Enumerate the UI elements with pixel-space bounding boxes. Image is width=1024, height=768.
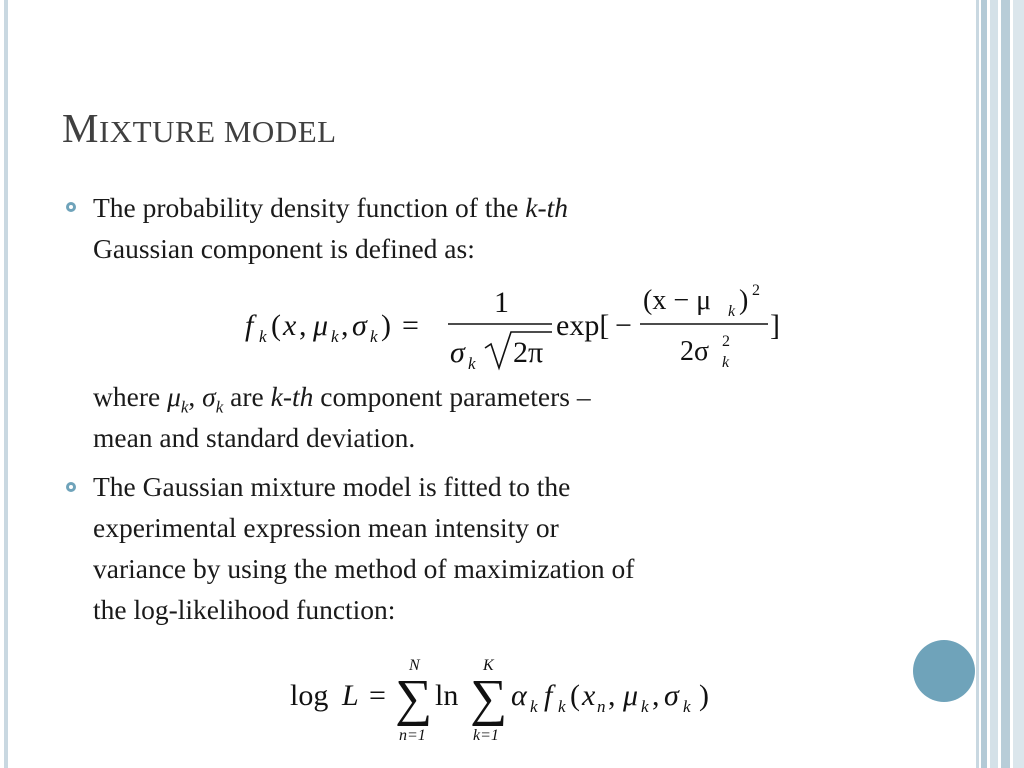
bullet2-line3: variance by using the method of maximization of: [93, 553, 635, 584]
formula2-alpha-sub: k: [530, 697, 538, 716]
slide-title: [62, 104, 337, 152]
frac2-den-sub: k: [722, 354, 730, 371]
formula-x: x: [283, 309, 297, 342]
bullet-icon: [66, 482, 76, 492]
frac2-num-sub: k: [728, 303, 736, 320]
bullet1-line1: [93, 187, 568, 228]
mu-symbol: μ: [167, 381, 181, 412]
right-frame-stripe: [976, 0, 979, 768]
title-initial: M: [62, 105, 99, 151]
title-rest: IXTURE MODEL: [98, 114, 337, 149]
formula-comma: ,: [341, 309, 349, 342]
formula2-x: x: [582, 679, 596, 712]
frac2-denominator: 2σ: [680, 336, 710, 367]
sum2-bottom: k=1: [473, 727, 499, 744]
right-frame-stripe: [981, 0, 987, 768]
formula2-open: (: [570, 679, 580, 712]
where-line1: where $\mu_k$, $\sigma_k$ are k-th component parameters –: [93, 381, 591, 417]
sigma-symbol: σ: [202, 381, 216, 412]
formula-open-paren: (: [271, 309, 281, 342]
formula-minus: −: [615, 309, 632, 342]
right-frame-stripe: [990, 0, 998, 768]
formula2-mu: μ: [623, 679, 639, 712]
formula-exp: exp[: [556, 309, 610, 342]
sum1-symbol: ∑: [395, 670, 433, 727]
formula2-x-sub: n: [597, 697, 606, 716]
frac1-numerator: 1: [494, 286, 509, 319]
frac2-num-close: ): [739, 285, 749, 316]
bullet2-line1: The Gaussian mixture model is fitted to the: [93, 471, 571, 502]
formula2-sigma: σ: [664, 679, 679, 712]
frac1-den-root: 2π: [513, 336, 544, 369]
sum2-top: K: [483, 657, 494, 674]
sum1-top: N: [409, 657, 420, 674]
formula2-alpha: α: [511, 679, 527, 712]
formula2-L: L: [342, 679, 359, 712]
formula-bracket-close: ]: [770, 309, 780, 342]
frac2-den-sup: 2: [722, 333, 730, 350]
frac1-den-sigma: σ: [450, 336, 465, 369]
formula2-close: ): [699, 679, 709, 712]
pdf-formula: [240, 280, 800, 375]
formula2-ln: ln: [435, 679, 459, 712]
formula2-comma: ,: [608, 679, 616, 712]
formula2-comma: ,: [652, 679, 660, 712]
bullet2-line4: the log-likelihood function:: [93, 594, 396, 625]
formula-sigma-sub: k: [370, 327, 378, 346]
formula2-mu-sub: k: [641, 697, 649, 716]
formula-comma: ,: [299, 309, 307, 342]
log-likelihood-formula: [285, 652, 735, 747]
sum1-bottom: n=1: [399, 727, 426, 744]
sum2-symbol: ∑: [470, 670, 508, 727]
formula2-log: log: [290, 679, 329, 712]
bullet-icon: [66, 202, 76, 212]
formula2-sigma-sub: k: [683, 697, 691, 716]
decorative-circle: [913, 640, 975, 702]
right-frame-stripe: [1001, 0, 1010, 768]
frac2-numerator: (x − μ: [643, 285, 712, 316]
formula-mu-sub: k: [331, 327, 339, 346]
formula-f-sub: k: [259, 327, 267, 346]
bullet1-text: The probability density function of the: [93, 192, 526, 223]
where-line2: mean and standard deviation.: [93, 422, 416, 453]
frac2-num-sup: 2: [752, 282, 760, 299]
formula2-f: f: [544, 679, 553, 712]
left-frame-line: [4, 0, 8, 768]
formula-mu: μ: [313, 309, 329, 342]
right-frame-stripe: [1013, 0, 1024, 768]
formula2-f-sub: k: [558, 697, 566, 716]
formula-sigma: σ: [352, 309, 367, 342]
frac1-den-sub: k: [468, 354, 476, 373]
formula-close-paren: ): [381, 309, 391, 342]
bullet1-line2: Gaussian component is defined as:: [93, 233, 475, 264]
bullet1-italic: k-th: [525, 192, 569, 223]
formula-f: f: [245, 309, 254, 342]
formula2-equals: =: [369, 679, 386, 712]
formula-equals: =: [402, 309, 419, 342]
bullet2-line2: experimental expression mean intensity or: [93, 512, 559, 543]
